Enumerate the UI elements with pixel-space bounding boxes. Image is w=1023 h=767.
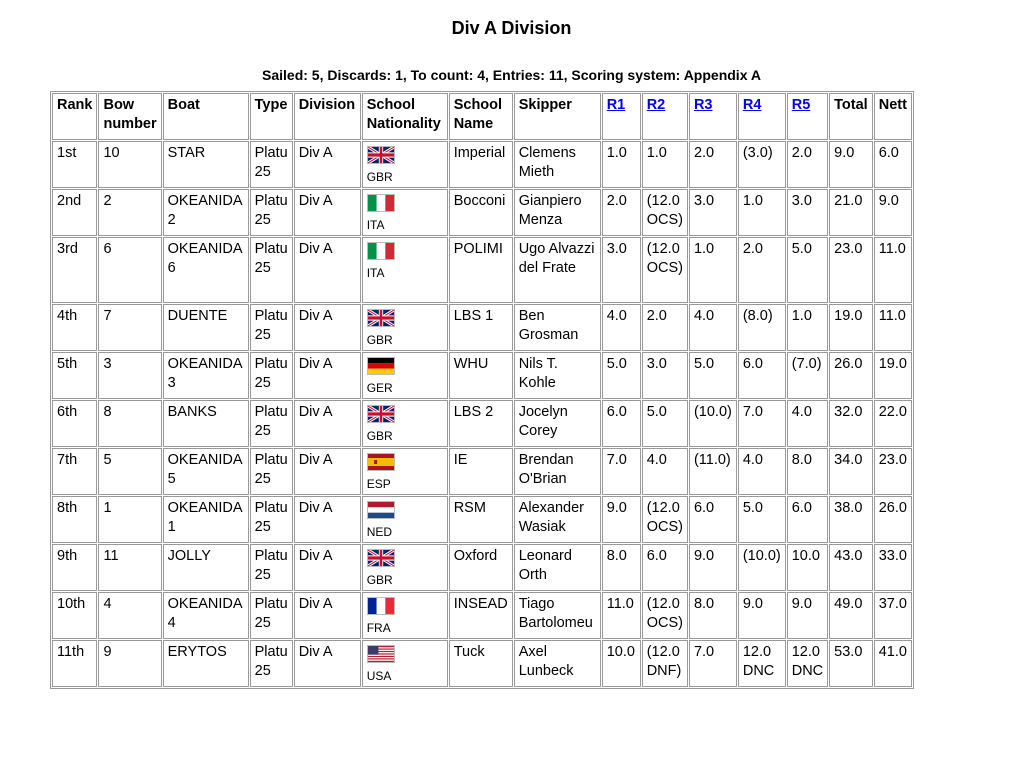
cell-r4: (10.0) xyxy=(738,544,786,591)
cell-division: Div A xyxy=(294,352,361,399)
cell-nett: 6.0 xyxy=(874,141,912,188)
cell-skipper: Gianpiero Menza xyxy=(514,189,601,236)
cell-total: 21.0 xyxy=(829,189,873,236)
cell-total: 38.0 xyxy=(829,496,873,543)
cell-school-name: INSEAD xyxy=(449,592,513,639)
header-r2 xyxy=(642,93,688,140)
cell-r1: 8.0 xyxy=(602,544,641,591)
cell-total: 43.0 xyxy=(829,544,873,591)
cell-type: Platu 25 xyxy=(250,189,293,236)
cell-bow-number: 6 xyxy=(98,237,161,303)
cell-boat: JOLLY xyxy=(163,544,249,591)
header-school-name: School Name xyxy=(449,93,513,140)
cell-division: Div A xyxy=(294,237,361,303)
cell-r5: 10.0 xyxy=(787,544,828,591)
cell-r3: 4.0 xyxy=(689,304,737,351)
cell-bow-number: 7 xyxy=(98,304,161,351)
cell-r3: 5.0 xyxy=(689,352,737,399)
cell-type: Platu 25 xyxy=(250,237,293,303)
cell-nationality xyxy=(362,141,448,188)
result-row xyxy=(52,304,912,351)
cell-nett: 23.0 xyxy=(874,448,912,495)
cell-boat: DUENTE xyxy=(163,304,249,351)
cell-r4: 2.0 xyxy=(738,237,786,303)
cell-r4: 6.0 xyxy=(738,352,786,399)
flag-icon xyxy=(367,501,395,519)
cell-total: 49.0 xyxy=(829,592,873,639)
cell-school-name: Oxford xyxy=(449,544,513,591)
cell-r1: 2.0 xyxy=(602,189,641,236)
result-row xyxy=(52,544,912,591)
header-type: Type xyxy=(250,93,293,140)
flag-icon xyxy=(367,309,395,327)
race-link-r1[interactable]: R1 xyxy=(606,97,626,113)
cell-type: Platu 25 xyxy=(250,400,293,447)
result-row xyxy=(52,237,912,303)
cell-r3: 2.0 xyxy=(689,141,737,188)
cell-nett: 22.0 xyxy=(874,400,912,447)
cell-boat: OKEANIDA 1 xyxy=(163,496,249,543)
result-row xyxy=(52,496,912,543)
cell-school-name: LBS 2 xyxy=(449,400,513,447)
cell-skipper: Axel Lunbeck xyxy=(514,640,601,687)
cell-boat: OKEANIDA 3 xyxy=(163,352,249,399)
cell-r4: (8.0) xyxy=(738,304,786,351)
result-row xyxy=(52,448,912,495)
country-code: ITA xyxy=(366,218,385,232)
results-body xyxy=(52,141,912,687)
cell-nationality xyxy=(362,544,448,591)
cell-r2: 2.0 xyxy=(642,304,688,351)
cell-r1: 11.0 xyxy=(602,592,641,639)
header-boat: Boat xyxy=(163,93,249,140)
cell-nationality xyxy=(362,237,448,303)
header-row xyxy=(52,93,912,140)
flag-icon xyxy=(367,453,395,471)
cell-r2: (12.0 OCS) xyxy=(642,496,688,543)
cell-bow-number: 8 xyxy=(98,400,161,447)
cell-boat: OKEANIDA 2 xyxy=(163,189,249,236)
cell-r1: 1.0 xyxy=(602,141,641,188)
country-code: NED xyxy=(366,525,393,539)
header-total: Total xyxy=(829,93,873,140)
country-code: GBR xyxy=(366,429,393,443)
result-row xyxy=(52,141,912,188)
cell-boat: OKEANIDA 5 xyxy=(163,448,249,495)
cell-division: Div A xyxy=(294,141,361,188)
cell-bow-number: 9 xyxy=(98,640,161,687)
cell-r3: 8.0 xyxy=(689,592,737,639)
cell-division: Div A xyxy=(294,400,361,447)
cell-rank: 3rd xyxy=(52,237,97,303)
cell-rank: 4th xyxy=(52,304,97,351)
cell-skipper: Alexander Wasiak xyxy=(514,496,601,543)
cell-r1: 9.0 xyxy=(602,496,641,543)
cell-skipper: Brendan O'Brian xyxy=(514,448,601,495)
cell-rank: 1st xyxy=(52,141,97,188)
header-bow-number: Bow number xyxy=(98,93,161,140)
cell-r4: 7.0 xyxy=(738,400,786,447)
cell-school-name: RSM xyxy=(449,496,513,543)
cell-boat: ERYTOS xyxy=(163,640,249,687)
cell-r2: 4.0 xyxy=(642,448,688,495)
cell-skipper: Nils T. Kohle xyxy=(514,352,601,399)
flag-icon xyxy=(367,194,395,212)
cell-nett: 37.0 xyxy=(874,592,912,639)
division-summary: Sailed: 5, Discards: 1, To count: 4, Entries: 11, Scoring system: Appendix A xyxy=(262,67,761,83)
cell-r4: 9.0 xyxy=(738,592,786,639)
cell-r1: 6.0 xyxy=(602,400,641,447)
cell-r5: 3.0 xyxy=(787,189,828,236)
cell-total: 53.0 xyxy=(829,640,873,687)
cell-boat: OKEANIDA 6 xyxy=(163,237,249,303)
cell-r5: 2.0 xyxy=(787,141,828,188)
cell-r5: 5.0 xyxy=(787,237,828,303)
cell-r3: 3.0 xyxy=(689,189,737,236)
cell-r5: 12.0 DNC xyxy=(787,640,828,687)
flag-icon xyxy=(367,357,395,375)
cell-division: Div A xyxy=(294,189,361,236)
flag-icon xyxy=(367,146,395,164)
race-link-r4[interactable]: R4 xyxy=(742,97,762,113)
cell-rank: 10th xyxy=(52,592,97,639)
country-code: GER xyxy=(366,381,393,395)
cell-nationality xyxy=(362,496,448,543)
header-r5 xyxy=(787,93,828,140)
cell-rank: 7th xyxy=(52,448,97,495)
cell-r5: 9.0 xyxy=(787,592,828,639)
result-row xyxy=(52,189,912,236)
cell-nationality xyxy=(362,304,448,351)
cell-type: Platu 25 xyxy=(250,448,293,495)
cell-r5: 6.0 xyxy=(787,496,828,543)
cell-nationality xyxy=(362,352,448,399)
header-skipper: Skipper xyxy=(514,93,601,140)
cell-skipper: Ugo Alvazzi del Frate xyxy=(514,237,601,303)
cell-bow-number: 3 xyxy=(98,352,161,399)
cell-total: 32.0 xyxy=(829,400,873,447)
cell-r2: (12.0 OCS) xyxy=(642,592,688,639)
cell-rank: 5th xyxy=(52,352,97,399)
cell-r2: (12.0 OCS) xyxy=(642,237,688,303)
cell-r4: 5.0 xyxy=(738,496,786,543)
country-code: GBR xyxy=(366,170,393,184)
cell-r1: 7.0 xyxy=(602,448,641,495)
cell-nationality xyxy=(362,448,448,495)
cell-school-name: LBS 1 xyxy=(449,304,513,351)
cell-type: Platu 25 xyxy=(250,640,293,687)
cell-school-name: POLIMI xyxy=(449,237,513,303)
page-title: Div A Division xyxy=(451,18,572,38)
cell-rank: 2nd xyxy=(52,189,97,236)
header-r4 xyxy=(738,93,786,140)
cell-r5: 4.0 xyxy=(787,400,828,447)
cell-r2: (12.0 DNF) xyxy=(642,640,688,687)
cell-nett: 26.0 xyxy=(874,496,912,543)
cell-school-name: Imperial xyxy=(449,141,513,188)
cell-division: Div A xyxy=(294,592,361,639)
country-code: FRA xyxy=(366,621,391,635)
cell-r4: 4.0 xyxy=(738,448,786,495)
cell-total: 9.0 xyxy=(829,141,873,188)
flag-icon xyxy=(367,549,395,567)
cell-school-name: IE xyxy=(449,448,513,495)
cell-r1: 3.0 xyxy=(602,237,641,303)
cell-skipper: Ben Grosman xyxy=(514,304,601,351)
cell-rank: 11th xyxy=(52,640,97,687)
cell-nationality xyxy=(362,592,448,639)
cell-division: Div A xyxy=(294,448,361,495)
cell-total: 26.0 xyxy=(829,352,873,399)
cell-type: Platu 25 xyxy=(250,352,293,399)
cell-nett: 11.0 xyxy=(874,304,912,351)
cell-rank: 6th xyxy=(52,400,97,447)
cell-total: 19.0 xyxy=(829,304,873,351)
cell-type: Platu 25 xyxy=(250,544,293,591)
cell-r1: 4.0 xyxy=(602,304,641,351)
cell-rank: 9th xyxy=(52,544,97,591)
cell-skipper: Tiago Bartolomeu xyxy=(514,592,601,639)
cell-nett: 41.0 xyxy=(874,640,912,687)
cell-bow-number: 10 xyxy=(98,141,161,188)
cell-type: Platu 25 xyxy=(250,496,293,543)
cell-division: Div A xyxy=(294,640,361,687)
cell-r4: 12.0 DNC xyxy=(738,640,786,687)
cell-r3: 6.0 xyxy=(689,496,737,543)
cell-r3: 7.0 xyxy=(689,640,737,687)
flag-icon xyxy=(367,597,395,615)
country-code: USA xyxy=(366,669,392,683)
cell-r3: 9.0 xyxy=(689,544,737,591)
cell-r3: (10.0) xyxy=(689,400,737,447)
flag-icon xyxy=(367,242,395,260)
cell-bow-number: 11 xyxy=(98,544,161,591)
cell-nationality xyxy=(362,640,448,687)
cell-school-name: Tuck xyxy=(449,640,513,687)
cell-boat: STAR xyxy=(163,141,249,188)
cell-skipper: Jocelyn Corey xyxy=(514,400,601,447)
cell-nett: 19.0 xyxy=(874,352,912,399)
cell-nationality xyxy=(362,189,448,236)
cell-type: Platu 25 xyxy=(250,304,293,351)
header-division: Division xyxy=(294,93,361,140)
cell-school-name: Bocconi xyxy=(449,189,513,236)
header-nett: Nett xyxy=(874,93,912,140)
cell-skipper: Leonard Orth xyxy=(514,544,601,591)
cell-skipper: Clemens Mieth xyxy=(514,141,601,188)
header-r3 xyxy=(689,93,737,140)
header-school-nationality: School Nationality xyxy=(362,93,448,140)
cell-nett: 11.0 xyxy=(874,237,912,303)
cell-r3: 1.0 xyxy=(689,237,737,303)
cell-school-name: WHU xyxy=(449,352,513,399)
header-rank: Rank xyxy=(52,93,97,140)
cell-r2: 5.0 xyxy=(642,400,688,447)
country-code: ITA xyxy=(366,266,385,280)
cell-nationality xyxy=(362,400,448,447)
result-row xyxy=(52,640,912,687)
cell-boat: OKEANIDA 4 xyxy=(163,592,249,639)
cell-r2: (12.0 OCS) xyxy=(642,189,688,236)
cell-bow-number: 4 xyxy=(98,592,161,639)
cell-r4: 1.0 xyxy=(738,189,786,236)
cell-r3: (11.0) xyxy=(689,448,737,495)
race-link-r3[interactable]: R3 xyxy=(693,97,713,113)
cell-division: Div A xyxy=(294,496,361,543)
cell-rank: 8th xyxy=(52,496,97,543)
results-table xyxy=(50,91,914,689)
cell-r4: (3.0) xyxy=(738,141,786,188)
result-row xyxy=(52,352,912,399)
cell-r2: 6.0 xyxy=(642,544,688,591)
cell-type: Platu 25 xyxy=(250,141,293,188)
cell-r5: (7.0) xyxy=(787,352,828,399)
cell-r5: 1.0 xyxy=(787,304,828,351)
cell-nett: 33.0 xyxy=(874,544,912,591)
cell-boat: BANKS xyxy=(163,400,249,447)
cell-total: 34.0 xyxy=(829,448,873,495)
cell-r1: 10.0 xyxy=(602,640,641,687)
race-link-r2[interactable]: R2 xyxy=(646,97,666,113)
cell-bow-number: 1 xyxy=(98,496,161,543)
result-row xyxy=(52,592,912,639)
flag-icon xyxy=(367,645,395,663)
cell-r2: 3.0 xyxy=(642,352,688,399)
flag-icon xyxy=(367,405,395,423)
cell-r2: 1.0 xyxy=(642,141,688,188)
country-code: ESP xyxy=(366,477,391,491)
cell-type: Platu 25 xyxy=(250,592,293,639)
country-code: GBR xyxy=(366,333,393,347)
cell-division: Div A xyxy=(294,544,361,591)
cell-r1: 5.0 xyxy=(602,352,641,399)
country-code: GBR xyxy=(366,573,393,587)
cell-r5: 8.0 xyxy=(787,448,828,495)
cell-nett: 9.0 xyxy=(874,189,912,236)
cell-bow-number: 2 xyxy=(98,189,161,236)
race-link-r5[interactable]: R5 xyxy=(791,97,811,113)
cell-division: Div A xyxy=(294,304,361,351)
cell-bow-number: 5 xyxy=(98,448,161,495)
result-row xyxy=(52,400,912,447)
cell-total: 23.0 xyxy=(829,237,873,303)
header-r1 xyxy=(602,93,641,140)
